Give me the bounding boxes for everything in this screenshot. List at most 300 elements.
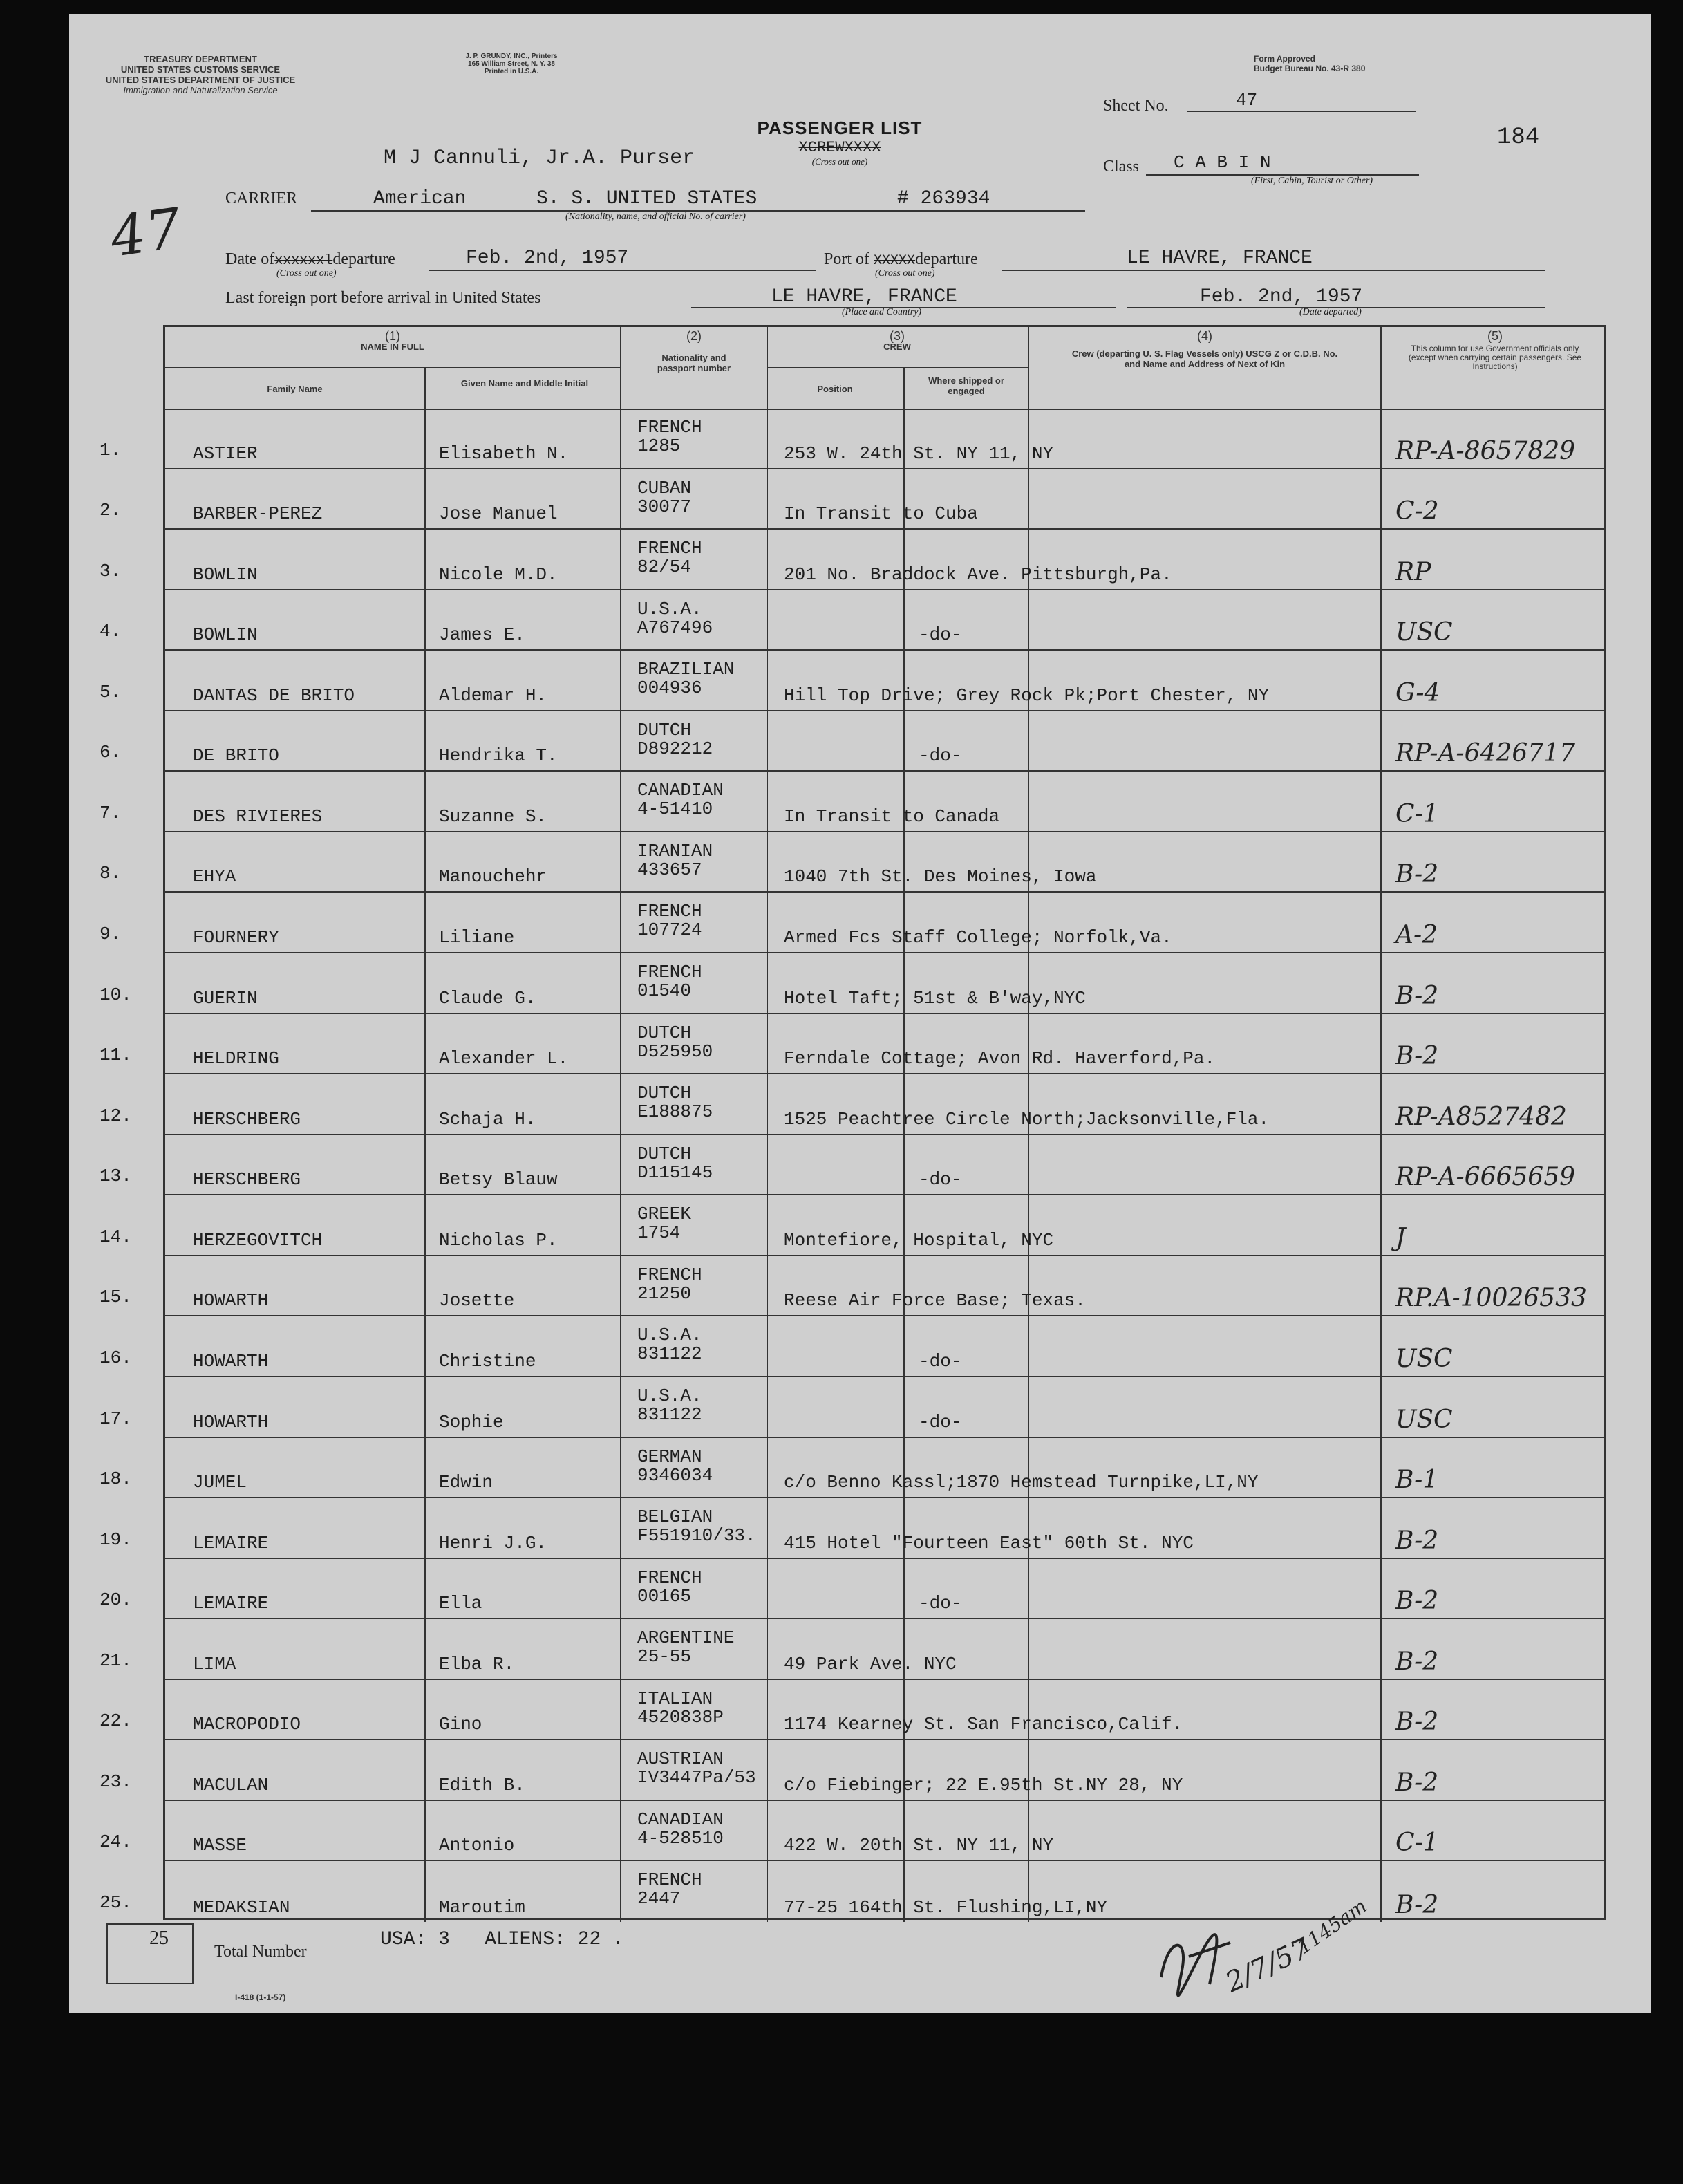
family-name: BOWLIN bbox=[193, 563, 258, 585]
table-row bbox=[165, 1861, 1604, 1922]
family-name: HOWARTH bbox=[193, 1411, 269, 1432]
nationality: DUTCH bbox=[637, 719, 692, 740]
family-name: BOWLIN bbox=[193, 624, 258, 646]
nationality: CANADIAN bbox=[637, 780, 724, 801]
address: 415 Hotel "Fourteen East" 60th St. NYC bbox=[784, 1532, 1194, 1553]
port-value: LE HAVRE, FRANCE bbox=[1127, 248, 1313, 269]
last-port-note: (Place and Country) bbox=[842, 307, 922, 317]
official-notation: B-2 bbox=[1395, 1526, 1439, 1555]
last-port-value: LE HAVRE, FRANCE bbox=[771, 286, 957, 308]
given-name: Manouchehr bbox=[439, 866, 547, 888]
table-row bbox=[165, 1801, 1604, 1862]
shipped-header: Where shipped or engaged bbox=[928, 375, 1004, 396]
address: -do- bbox=[919, 1350, 962, 1372]
official-notation: RP-A8527482 bbox=[1395, 1102, 1567, 1131]
col5-number: (5) bbox=[1487, 329, 1503, 343]
nationality: DUTCH bbox=[637, 1083, 692, 1104]
nationality: ITALIAN bbox=[637, 1688, 713, 1709]
official-notation: B-1 bbox=[1395, 1466, 1439, 1495]
official-notation: B-2 bbox=[1395, 1890, 1439, 1919]
family-name: HERZEGOVITCH bbox=[193, 1229, 323, 1251]
official-notation: B-2 bbox=[1395, 1587, 1439, 1616]
nationality-passport bbox=[637, 1508, 756, 1545]
last-date-note: (Date departed) bbox=[1299, 307, 1362, 317]
family-name: LEMAIRE bbox=[193, 1593, 269, 1614]
carrier-name: S. S. UNITED STATES bbox=[536, 188, 758, 209]
nationality-passport bbox=[637, 479, 691, 516]
carrier-label: CARRIER bbox=[225, 189, 298, 207]
last-date-line bbox=[1127, 285, 1545, 308]
given-name: Antonio bbox=[439, 1835, 515, 1856]
address: In Transit to Canada bbox=[784, 805, 1000, 827]
table-row bbox=[165, 772, 1604, 832]
address: Hill Top Drive; Grey Rock Pk;Port Chester, NY bbox=[784, 684, 1270, 706]
nationality-passport bbox=[637, 781, 724, 819]
printer-line: 165 William Street, N. Y. 38 bbox=[468, 60, 555, 68]
address: -do- bbox=[919, 745, 962, 767]
purser-name: M J Cannuli, Jr.A. Purser bbox=[384, 147, 695, 170]
row-number: 20. bbox=[100, 1589, 132, 1611]
family-name: HOWARTH bbox=[193, 1290, 269, 1312]
total-value: 25 bbox=[149, 1928, 169, 1949]
nationality-passport bbox=[637, 1811, 724, 1848]
row-number: 18. bbox=[100, 1468, 132, 1490]
address: -do- bbox=[919, 1169, 962, 1191]
nationality: DUTCH bbox=[637, 1022, 692, 1043]
address: 1525 Peachtree Circle North;Jacksonville,Fla. bbox=[784, 1108, 1270, 1130]
family-name: MASSE bbox=[193, 1835, 247, 1856]
nationality-passport bbox=[637, 1205, 691, 1242]
official-notation: RP-A-6665659 bbox=[1395, 1163, 1576, 1192]
total-box bbox=[106, 1923, 194, 1984]
official-notation: B-2 bbox=[1395, 1042, 1439, 1071]
passenger-table bbox=[163, 325, 1606, 1920]
address: -do- bbox=[919, 624, 962, 646]
table-row bbox=[165, 832, 1604, 893]
table-row bbox=[165, 530, 1604, 590]
row-number: 2. bbox=[100, 500, 122, 521]
given-name: Gino bbox=[439, 1714, 482, 1735]
form-approval bbox=[1254, 54, 1365, 73]
passport-number: D892212 bbox=[637, 738, 713, 759]
header-rule bbox=[165, 367, 620, 368]
table-row bbox=[165, 1135, 1604, 1196]
nationality: FRENCH bbox=[637, 901, 702, 922]
col3-header bbox=[767, 331, 1028, 352]
nationality: AUSTRIAN bbox=[637, 1748, 724, 1770]
table-row bbox=[165, 651, 1604, 711]
col5-header bbox=[1382, 331, 1608, 371]
table-row bbox=[165, 1256, 1604, 1317]
given-name: Edith B. bbox=[439, 1774, 525, 1795]
given-name: Ella bbox=[439, 1593, 482, 1614]
nationality-passport bbox=[637, 842, 713, 879]
header-rule bbox=[767, 367, 1028, 368]
row-number: 7. bbox=[100, 802, 122, 823]
passport-number: 433657 bbox=[637, 859, 702, 880]
passport-number: 25-55 bbox=[637, 1646, 692, 1668]
class-label: Class bbox=[1103, 158, 1140, 176]
nationality: FRENCH bbox=[637, 962, 702, 983]
class-value: C A B I N bbox=[1174, 152, 1271, 173]
family-name: DE BRITO bbox=[193, 745, 279, 767]
passport-number: D115145 bbox=[637, 1161, 713, 1183]
table-row bbox=[165, 1074, 1604, 1135]
family-name: DANTAS DE BRITO bbox=[193, 684, 355, 706]
address: -do- bbox=[919, 1411, 962, 1432]
address: 1174 Kearney St. San Francisco,Calif. bbox=[784, 1714, 1183, 1735]
given-name: Suzanne S. bbox=[439, 805, 547, 827]
nationality: FRENCH bbox=[637, 1264, 702, 1285]
given-name: James E. bbox=[439, 624, 525, 646]
dept-line: Immigration and Naturalization Service bbox=[123, 85, 278, 95]
nationality: BRAZILIAN bbox=[637, 659, 735, 680]
col2-title: Nationality and passport number bbox=[657, 353, 731, 373]
passport-number: 21250 bbox=[637, 1282, 692, 1304]
given-name: Liliane bbox=[439, 927, 515, 949]
nationality: GREEK bbox=[637, 1204, 692, 1225]
address: 422 W. 20th St. NY 11, NY bbox=[784, 1835, 1054, 1856]
official-notation: B-2 bbox=[1395, 981, 1439, 1010]
row-number: 6. bbox=[100, 742, 122, 763]
nationality: GERMAN bbox=[637, 1446, 702, 1467]
nationality-passport bbox=[637, 418, 702, 456]
family-name: DES RIVIERES bbox=[193, 805, 323, 827]
passport-number: IV3447Pa/53 bbox=[637, 1767, 756, 1789]
table-row bbox=[165, 1680, 1604, 1741]
port-crossed: XXXXX bbox=[874, 253, 916, 269]
official-notation: RP bbox=[1395, 557, 1431, 586]
family-name: MACROPODIO bbox=[193, 1714, 301, 1735]
passport-number: E188875 bbox=[637, 1101, 713, 1123]
address: In Transit to Cuba bbox=[784, 503, 978, 525]
total-label: Total Number bbox=[214, 1943, 307, 1961]
port-label-a: Port of bbox=[824, 250, 869, 268]
official-notation: C-1 bbox=[1395, 1829, 1439, 1858]
table-row bbox=[165, 469, 1604, 530]
passport-number: 107724 bbox=[637, 920, 702, 941]
nationality-passport bbox=[637, 1326, 702, 1363]
margin-number: 47 bbox=[106, 196, 185, 270]
nationality-passport bbox=[637, 539, 702, 577]
row-number: 21. bbox=[100, 1650, 132, 1671]
budget-bureau: Budget Bureau No. 43-R 380 bbox=[1254, 64, 1366, 73]
address: Ferndale Cottage; Avon Rd. Haverford,Pa. bbox=[784, 1048, 1216, 1070]
col4-header bbox=[1029, 331, 1380, 369]
given-name: Jose Manuel bbox=[439, 503, 558, 525]
row-number: 16. bbox=[100, 1347, 132, 1368]
table-row bbox=[165, 1316, 1604, 1377]
signature-date: 2/7/57 bbox=[1221, 1932, 1315, 1999]
total-summary: USA: 3 ALIENS: 22 . bbox=[380, 1929, 624, 1950]
table-row bbox=[165, 1559, 1604, 1620]
nationality: IRANIAN bbox=[637, 840, 713, 861]
passport-number: 4-51410 bbox=[637, 799, 713, 820]
col1-header bbox=[165, 331, 620, 352]
address: Armed Fcs Staff College; Norfolk,Va. bbox=[784, 927, 1172, 949]
dept-line: TREASURY DEPARTMENT bbox=[144, 54, 257, 64]
official-notation: RP-A-6426717 bbox=[1395, 739, 1576, 768]
col4-title: Crew (departing U. S. Flag Vessels only) USCG Z or C.D.B. No. and Name and Address of Next of Kin bbox=[1071, 348, 1338, 369]
row-number: 22. bbox=[100, 1710, 132, 1732]
sheet-label: Sheet No. bbox=[1103, 97, 1169, 115]
col4-number: (4) bbox=[1197, 329, 1212, 343]
address: 253 W. 24th St. NY 11, NY bbox=[784, 442, 1054, 464]
official-notation: J bbox=[1395, 1223, 1406, 1252]
form-approved: Form Approved bbox=[1254, 54, 1315, 64]
form-number: I-418 (1-1-57) bbox=[235, 1992, 286, 2002]
official-notation: B-2 bbox=[1395, 860, 1439, 889]
nationality: U.S.A. bbox=[637, 1385, 702, 1406]
passport-number: 00165 bbox=[637, 1585, 692, 1607]
table-row bbox=[165, 1740, 1604, 1801]
passport-number: 4520838P bbox=[637, 1706, 724, 1728]
nationality-passport bbox=[637, 1266, 702, 1303]
official-notation: RP-A-8657829 bbox=[1395, 436, 1576, 465]
position-header: Position bbox=[817, 384, 853, 394]
given-name: Edwin bbox=[439, 1472, 493, 1493]
official-notation: USC bbox=[1395, 1405, 1453, 1434]
given-name: Elba R. bbox=[439, 1653, 515, 1674]
official-notation: A-2 bbox=[1395, 921, 1438, 950]
class-note: (First, Cabin, Tourist or Other) bbox=[1251, 176, 1373, 186]
date-label-a: Date of bbox=[225, 250, 275, 268]
given-name: Aldemar H. bbox=[439, 684, 547, 706]
nationality-passport bbox=[637, 963, 702, 1000]
address: c/o Benno Kassl;1870 Hemstead Turnpike,LI,NY bbox=[784, 1472, 1259, 1493]
dept-line: UNITED STATES DEPARTMENT OF JUSTICE bbox=[105, 75, 296, 85]
table-row bbox=[165, 1014, 1604, 1075]
nationality-passport bbox=[637, 1145, 713, 1182]
table-row bbox=[165, 893, 1604, 953]
nationality: FRENCH bbox=[637, 1567, 702, 1588]
official-notation: C-2 bbox=[1395, 497, 1439, 526]
crossed-crew: XCREWXXXX bbox=[798, 139, 881, 156]
family-name: EHYA bbox=[193, 866, 236, 888]
page-number: 184 bbox=[1497, 124, 1540, 151]
given-name: Sophie bbox=[439, 1411, 504, 1432]
passport-number: 1285 bbox=[637, 436, 681, 456]
nationality-passport bbox=[637, 902, 702, 940]
port-label-b: departure bbox=[915, 250, 978, 268]
address: Hotel Taft; 51st & B'way,NYC bbox=[784, 987, 1086, 1009]
official-notation: B-2 bbox=[1395, 1768, 1439, 1797]
nationality-passport bbox=[637, 1690, 724, 1727]
nationality: U.S.A. bbox=[637, 598, 702, 619]
family-name: HERSCHBERG bbox=[193, 1169, 301, 1191]
nationality: ARGENTINE bbox=[637, 1627, 735, 1649]
signature-time: 1145am bbox=[1292, 1894, 1371, 1959]
table-row bbox=[165, 409, 1604, 469]
nationality: BELGIAN bbox=[637, 1506, 713, 1528]
nationality: U.S.A. bbox=[637, 1325, 702, 1346]
port-note: (Cross out one) bbox=[875, 268, 935, 279]
family-name: HELDRING bbox=[193, 1048, 279, 1070]
row-number: 23. bbox=[100, 1771, 132, 1792]
nationality-passport bbox=[637, 1448, 713, 1485]
nationality: FRENCH bbox=[637, 1869, 702, 1891]
table-row bbox=[165, 711, 1604, 772]
given-name: Maroutim bbox=[439, 1896, 525, 1918]
table-row bbox=[165, 1377, 1604, 1438]
row-number: 1. bbox=[100, 439, 122, 460]
official-notation: RP.A-10026533 bbox=[1395, 1284, 1587, 1313]
carrier-line bbox=[311, 185, 1085, 212]
carrier-number: # 263934 bbox=[897, 188, 990, 209]
given-name: Schaja H. bbox=[439, 1108, 536, 1130]
last-port-line bbox=[691, 285, 1116, 308]
nationality-passport bbox=[637, 600, 713, 637]
address: Montefiore, Hospital, NYC bbox=[784, 1229, 1054, 1251]
nationality: CUBAN bbox=[637, 477, 692, 498]
date-crossed: xxxxxxl bbox=[274, 253, 333, 269]
dept-line: UNITED STATES CUSTOMS SERVICE bbox=[120, 64, 281, 75]
department-block bbox=[97, 54, 304, 95]
family-header: Family Name bbox=[267, 384, 323, 394]
address: 49 Park Ave. NYC bbox=[784, 1653, 957, 1674]
family-name: JUMEL bbox=[193, 1472, 247, 1493]
date-note: (Cross out one) bbox=[276, 268, 337, 279]
col3-number: (3) bbox=[890, 329, 905, 343]
family-name: MACULAN bbox=[193, 1774, 269, 1795]
carrier-note: (Nationality, name, and official No. of carrier) bbox=[565, 212, 746, 222]
row-number: 9. bbox=[100, 924, 122, 945]
printer-line: Printed in U.S.A. bbox=[484, 68, 539, 75]
official-notation: B-2 bbox=[1395, 1647, 1439, 1676]
row-number: 24. bbox=[100, 1831, 132, 1853]
family-name: ASTIER bbox=[193, 442, 258, 464]
col1-number: (1) bbox=[385, 329, 400, 343]
nationality-passport bbox=[637, 1871, 702, 1908]
passport-number: 2447 bbox=[637, 1888, 681, 1910]
row-number: 4. bbox=[100, 621, 122, 642]
page-title: PASSENGER LIST bbox=[757, 118, 923, 138]
given-name: Nicole M.D. bbox=[439, 563, 558, 585]
table-row bbox=[165, 590, 1604, 651]
given-name: Josette bbox=[439, 1290, 515, 1312]
address: -do- bbox=[919, 1593, 962, 1614]
nationality-passport bbox=[637, 1750, 756, 1787]
nationality: CANADIAN bbox=[637, 1809, 724, 1830]
col3-title: CREW bbox=[883, 342, 911, 352]
address: 1040 7th St. Des Moines, Iowa bbox=[784, 866, 1097, 888]
nationality-passport bbox=[637, 721, 713, 758]
passport-number: 831122 bbox=[637, 1403, 702, 1425]
port-line bbox=[1002, 246, 1545, 271]
row-number: 5. bbox=[100, 681, 122, 702]
given-name: Betsy Blauw bbox=[439, 1169, 558, 1191]
table-row bbox=[165, 1619, 1604, 1680]
passport-number: 1754 bbox=[637, 1222, 681, 1244]
nationality: FRENCH bbox=[637, 417, 702, 438]
sheet-number-line bbox=[1187, 88, 1416, 112]
printer-line: J. P. GRUNDY, INC., Printers bbox=[465, 53, 558, 60]
address: 77-25 164th St. Flushing,LI,NY bbox=[784, 1896, 1108, 1918]
row-number: 15. bbox=[100, 1287, 132, 1308]
address: c/o Fiebinger; 22 E.95th St.NY 28, NY bbox=[784, 1774, 1183, 1795]
table-row bbox=[165, 1195, 1604, 1256]
family-name: MEDAKSIAN bbox=[193, 1896, 290, 1918]
table-row bbox=[165, 1438, 1604, 1499]
carrier-nationality: American bbox=[373, 188, 467, 209]
official-notation: G-4 bbox=[1395, 678, 1440, 707]
passport-number: 4-528510 bbox=[637, 1827, 724, 1849]
col1-title: NAME IN FULL bbox=[361, 342, 424, 352]
given-header: Given Name and Middle Initial bbox=[460, 378, 589, 389]
row-number: 14. bbox=[100, 1226, 132, 1247]
date-value: Feb. 2nd, 1957 bbox=[466, 248, 629, 269]
last-port-label: Last foreign port before arrival in United States bbox=[225, 289, 541, 307]
passport-number: D525950 bbox=[637, 1040, 713, 1062]
sheet-number: 47 bbox=[1236, 90, 1258, 111]
col2-number: (2) bbox=[686, 329, 702, 343]
nationality-passport bbox=[637, 1569, 702, 1606]
passport-number: 82/54 bbox=[637, 557, 692, 578]
given-name: Claude G. bbox=[439, 987, 536, 1009]
address: 201 No. Braddock Ave. Pittsburgh,Pa. bbox=[784, 563, 1172, 585]
date-label bbox=[225, 250, 395, 269]
row-number: 13. bbox=[100, 1166, 132, 1187]
last-date-value: Feb. 2nd, 1957 bbox=[1200, 286, 1363, 308]
given-name: Hendrika T. bbox=[439, 745, 558, 767]
family-name: FOURNERY bbox=[193, 927, 279, 949]
date-line bbox=[429, 246, 816, 271]
given-name: Alexander L. bbox=[439, 1048, 569, 1070]
given-name: Elisabeth N. bbox=[439, 442, 569, 464]
class-line bbox=[1146, 151, 1419, 176]
row-number: 25. bbox=[100, 1892, 132, 1913]
passport-number: 01540 bbox=[637, 980, 692, 1002]
port-label bbox=[824, 250, 978, 269]
passport-number: 30077 bbox=[637, 496, 692, 517]
title-note: (Cross out one) bbox=[811, 156, 868, 167]
col2-header bbox=[621, 331, 767, 373]
given-name: Henri J.G. bbox=[439, 1532, 547, 1553]
given-name: Nicholas P. bbox=[439, 1229, 558, 1251]
passport-number: 9346034 bbox=[637, 1464, 713, 1486]
row-number: 12. bbox=[100, 1105, 132, 1126]
family-name: HOWARTH bbox=[193, 1350, 269, 1372]
passport-number: 831122 bbox=[637, 1343, 702, 1365]
passport-number: A767496 bbox=[637, 617, 713, 638]
family-name: HERSCHBERG bbox=[193, 1108, 301, 1130]
official-notation: USC bbox=[1395, 1344, 1453, 1373]
address: Reese Air Force Base; Texas. bbox=[784, 1290, 1086, 1312]
given-name: Christine bbox=[439, 1350, 536, 1372]
row-number: 17. bbox=[100, 1408, 132, 1429]
nationality: DUTCH bbox=[637, 1143, 692, 1164]
nationality-passport bbox=[637, 660, 734, 698]
printer-block bbox=[429, 53, 594, 75]
official-notation: USC bbox=[1395, 618, 1453, 647]
date-label-b: departure bbox=[332, 250, 395, 268]
table-row bbox=[165, 953, 1604, 1014]
row-number: 3. bbox=[100, 560, 122, 581]
nationality-passport bbox=[637, 1387, 702, 1424]
nationality: FRENCH bbox=[637, 538, 702, 559]
family-name: BARBER-PEREZ bbox=[193, 503, 323, 525]
row-number: 8. bbox=[100, 863, 122, 884]
official-notation: C-1 bbox=[1395, 799, 1439, 828]
col5-title: This column for use Government officials only (except when carrying certain passengers. See Instructions) bbox=[1408, 344, 1582, 371]
nationality-passport bbox=[637, 1629, 734, 1666]
official-notation: B-2 bbox=[1395, 1708, 1439, 1737]
inspector-signature bbox=[1147, 1894, 1258, 2019]
nationality-passport bbox=[637, 1084, 713, 1121]
family-name: GUERIN bbox=[193, 987, 258, 1009]
title-block bbox=[750, 118, 930, 167]
family-name: LEMAIRE bbox=[193, 1532, 269, 1553]
